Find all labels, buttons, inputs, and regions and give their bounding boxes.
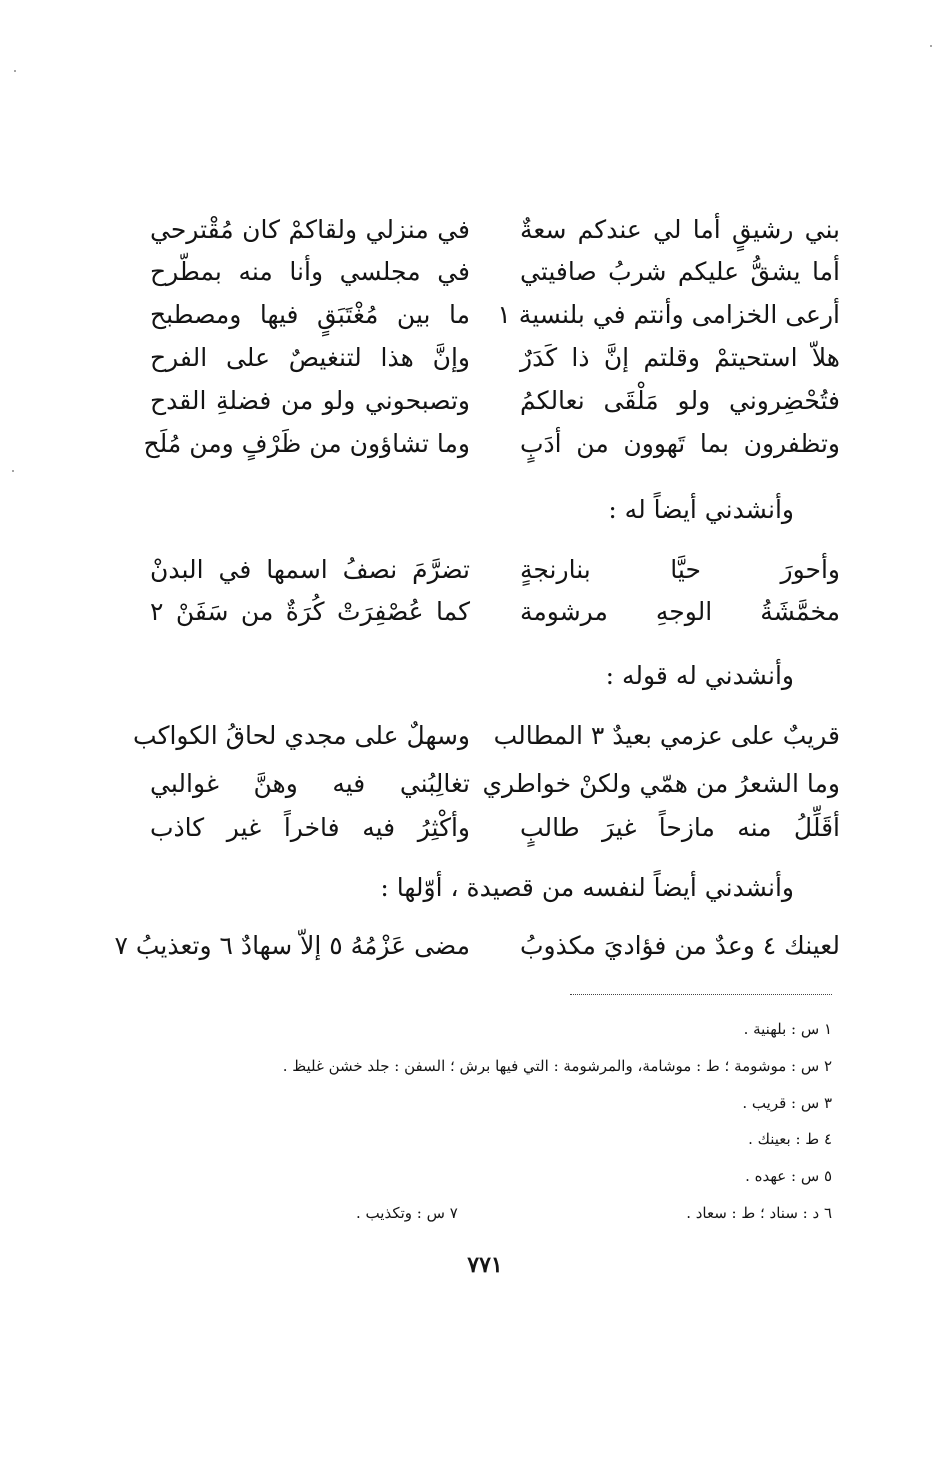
verse-line [150,806,840,850]
verse-first-hemistich: لعينك ٤ وعدٌ من فؤاديَ مكذوبُ [520,931,840,960]
verse-line [150,762,840,806]
verse-second-hemistich: كما عُصْفِرَتْ كُرَةٌ من سَفَنْ ٢ [150,597,470,626]
verse-line [150,293,840,337]
footnote: ٦ د : سناد ؛ ط : سعاد . [686,1204,832,1222]
verse-line [133,714,840,758]
verse-line [150,590,840,634]
verse-first-hemistich: أقَلِّلُ منه مازحاً غيرَ طالبٍ [520,813,840,842]
verse-second-hemistich: تغالِبُني فيه وهنَّ غوالبي [150,769,470,798]
verse-second-hemistich: وإنَّ هذا لتنغيصٌ على الفرح [150,343,470,372]
verse-first-hemistich: قريبٌ على عزمي بعيدٌ ٣ المطالب [493,721,840,750]
verse-line [150,250,840,294]
verse-line [150,548,840,592]
footnote: ٣ س : قريب . [742,1094,832,1112]
verse-second-hemistich: ما بين مُغْتَبَقٍ فيها ومصطبح [150,300,470,329]
scan-speck [930,45,932,47]
verse-second-hemistich: وأكْثِرُ فيه فاخراً غير كاذب [150,813,470,842]
verse-first-hemistich: وأحورَ حيَّا بنارنجةٍ [520,555,840,584]
verse-first-hemistich: بني رشيقٍ أما لي عندكم سعةٌ [520,215,840,244]
verse-line [150,379,840,423]
verse-first-hemistich: وتظفرون بما تَهوون من أدَبٍ [520,429,840,458]
verse-first-hemistich: وما الشعرُ من همّي ولكنْ خواطري [482,769,840,798]
poem-introduction: وأنشدني أيضاً له : [608,495,794,524]
verse-line [150,336,840,380]
scan-speck [14,70,16,72]
verse-first-hemistich: هلاّ استحيتمْ وقلتم إنَّ ذا كَدَرٌ [520,343,840,372]
verse-second-hemistich: في مجلسي وأنا منه بمطّرح [150,257,470,286]
scan-speck [12,470,14,472]
verse-first-hemistich: أما يشقُّ عليكم شربُ صافيتي [520,257,840,286]
verse-line [150,208,840,252]
poem-introduction: وأنشدني أيضاً لنفسه من قصيدة ، أوّلها : [380,873,794,902]
footnote: ٧ س : وتكذيب . [356,1204,458,1222]
page-number: ٧٧١ [467,1252,503,1278]
footnote: ٢ س : موشومة ؛ ط : موشامة، والمرشومة : التي فيها برش ؛ السفن : جلد خشن غليظ . [282,1057,832,1075]
verse-second-hemistich: وتصبحوني ولو من فضلةِ القدح [150,386,470,415]
verse-first-hemistich: مخمَّشَةُ الوجهِ مرشومة [520,597,840,626]
verse-second-hemistich: وسهلٌ على مجدي لحاقُ الكواكب [133,721,470,750]
verse-second-hemistich: في منزلي ولقاكمْ كان مُقْترحي [150,215,470,244]
poem-introduction: وأنشدني له قوله : [605,661,794,690]
verse-line [114,924,840,968]
verse-second-hemistich: مضى عَزْمُهُ ٥ إلاّ سهادٌ ٦ وتعذيبُ ٧ [114,931,470,960]
verse-first-hemistich: أرعى الخزامى وأنتم في بلنسية ١ [497,300,840,329]
verse-second-hemistich: تضرَّمَ نصفُ اسمها في البدنْ [150,555,470,584]
verse-second-hemistich: وما تشاؤون من ظَرْفٍ ومن مُلَح [143,429,470,458]
verse-first-hemistich: فتُحْضِروني ولو مَلْقَى نعالكمُ [520,386,840,415]
verse-line [143,422,840,466]
footnote-divider [570,994,832,995]
footnote: ١ س : بلهنية . [743,1020,832,1038]
footnote: ٤ ط : بعينك . [748,1130,832,1148]
footnote: ٥ س : عهده . [745,1167,832,1185]
